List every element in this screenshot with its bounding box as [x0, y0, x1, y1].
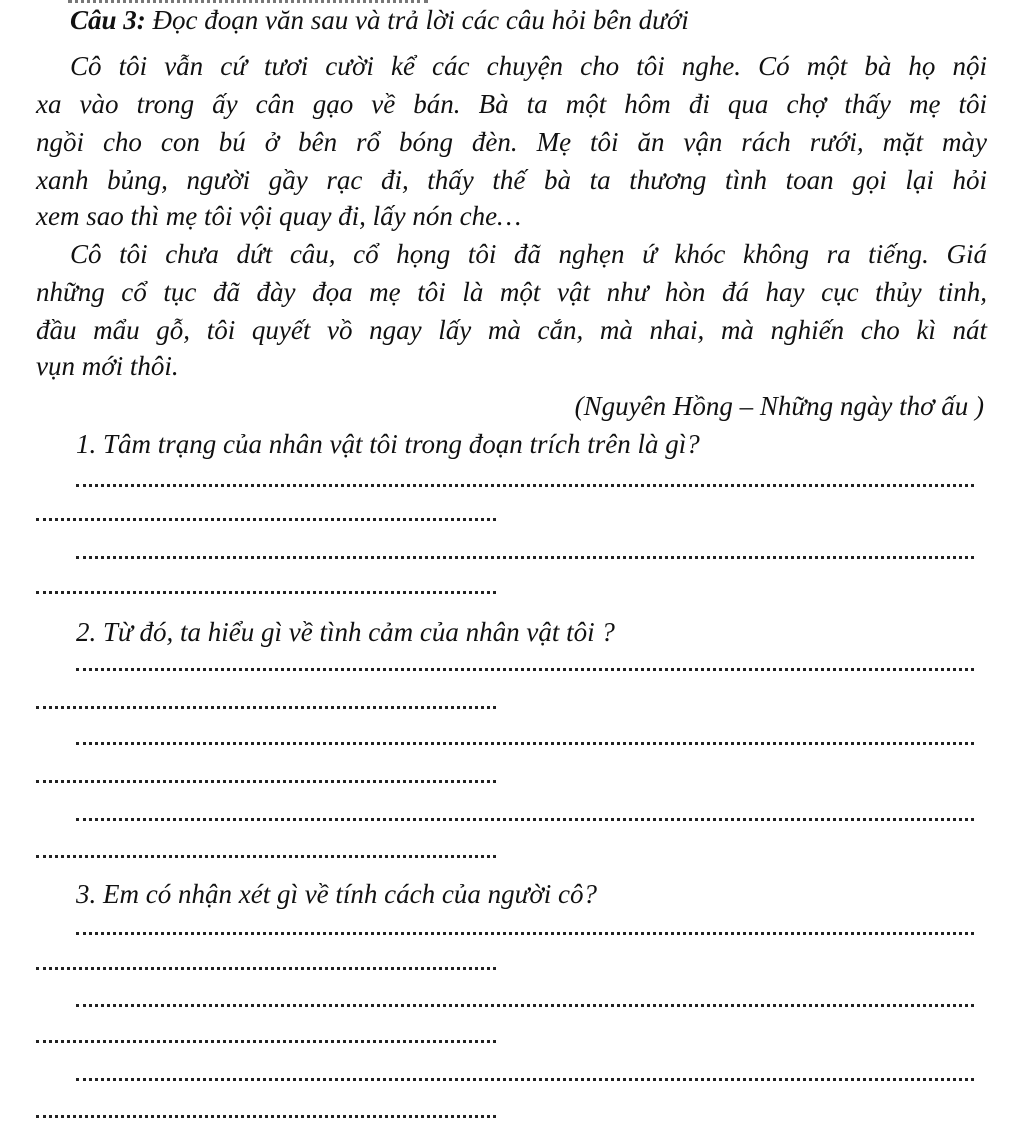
exercise-title-text: Đọc đoạn văn sau và trả lời các câu hỏi bên dưới — [145, 5, 689, 35]
answer-line[interactable] — [76, 484, 974, 487]
answer-line[interactable] — [36, 780, 496, 783]
passage-source: (Nguyên Hồng – Những ngày thơ ấu ) — [574, 391, 984, 421]
passage-line: xa vào trong ấy cân gạo về bán. Bà ta một hôm đi qua chợ thấy mẹ tôi — [36, 89, 987, 119]
exercise-title-label: Câu 3: — [70, 5, 146, 35]
question-3: 3. Em có nhận xét gì về tính cách của người cô? — [76, 879, 597, 909]
answer-line[interactable] — [76, 556, 974, 559]
answer-line[interactable] — [36, 1040, 496, 1043]
answer-line[interactable] — [76, 668, 974, 671]
answer-line[interactable] — [36, 855, 496, 858]
passage-line: xanh bủng, người gầy rạc đi, thấy thế bà ta thương tình toan gọi lại hỏi — [36, 165, 987, 195]
passage-line: đầu mẩu gỗ, tôi quyết vồ ngay lấy mà cắn, mà nhai, mà nghiến cho kì nát — [36, 315, 987, 345]
exercise-title — [70, 2, 1024, 38]
answer-line[interactable] — [76, 742, 974, 745]
passage-line: ngồi cho con bú ở bên rổ bóng đèn. Mẹ tôi ăn vận rách rưới, mặt mày — [36, 127, 987, 157]
answer-line[interactable] — [36, 967, 496, 970]
answer-line[interactable] — [76, 1078, 974, 1081]
passage-line: Cô tôi chưa dứt câu, cổ họng tôi đã nghẹn ứ khóc không ra tiếng. Giá — [70, 239, 987, 269]
passage-line: những cổ tục đã đày đọa mẹ tôi là một vật như hòn đá hay cục thủy tinh, — [36, 277, 987, 307]
question-2: 2. Từ đó, ta hiểu gì về tình cảm của nhân vật tôi ? — [76, 617, 615, 647]
answer-line[interactable] — [36, 591, 496, 594]
passage-line: Cô tôi vẫn cứ tươi cười kể các chuyện cho tôi nghe. Có một bà họ nội — [70, 51, 987, 81]
answer-line[interactable] — [36, 706, 496, 709]
answer-line[interactable] — [76, 818, 974, 821]
answer-line[interactable] — [76, 932, 974, 935]
passage-line: xem sao thì mẹ tôi vội quay đi, lấy nón che… — [36, 201, 522, 231]
answer-line[interactable] — [76, 1004, 974, 1007]
passage-line: vụn mới thôi. — [36, 351, 179, 381]
answer-line[interactable] — [36, 518, 496, 521]
question-1: 1. Tâm trạng của nhân vật tôi trong đoạn trích trên là gì? — [76, 429, 700, 459]
answer-line[interactable] — [36, 1115, 496, 1118]
